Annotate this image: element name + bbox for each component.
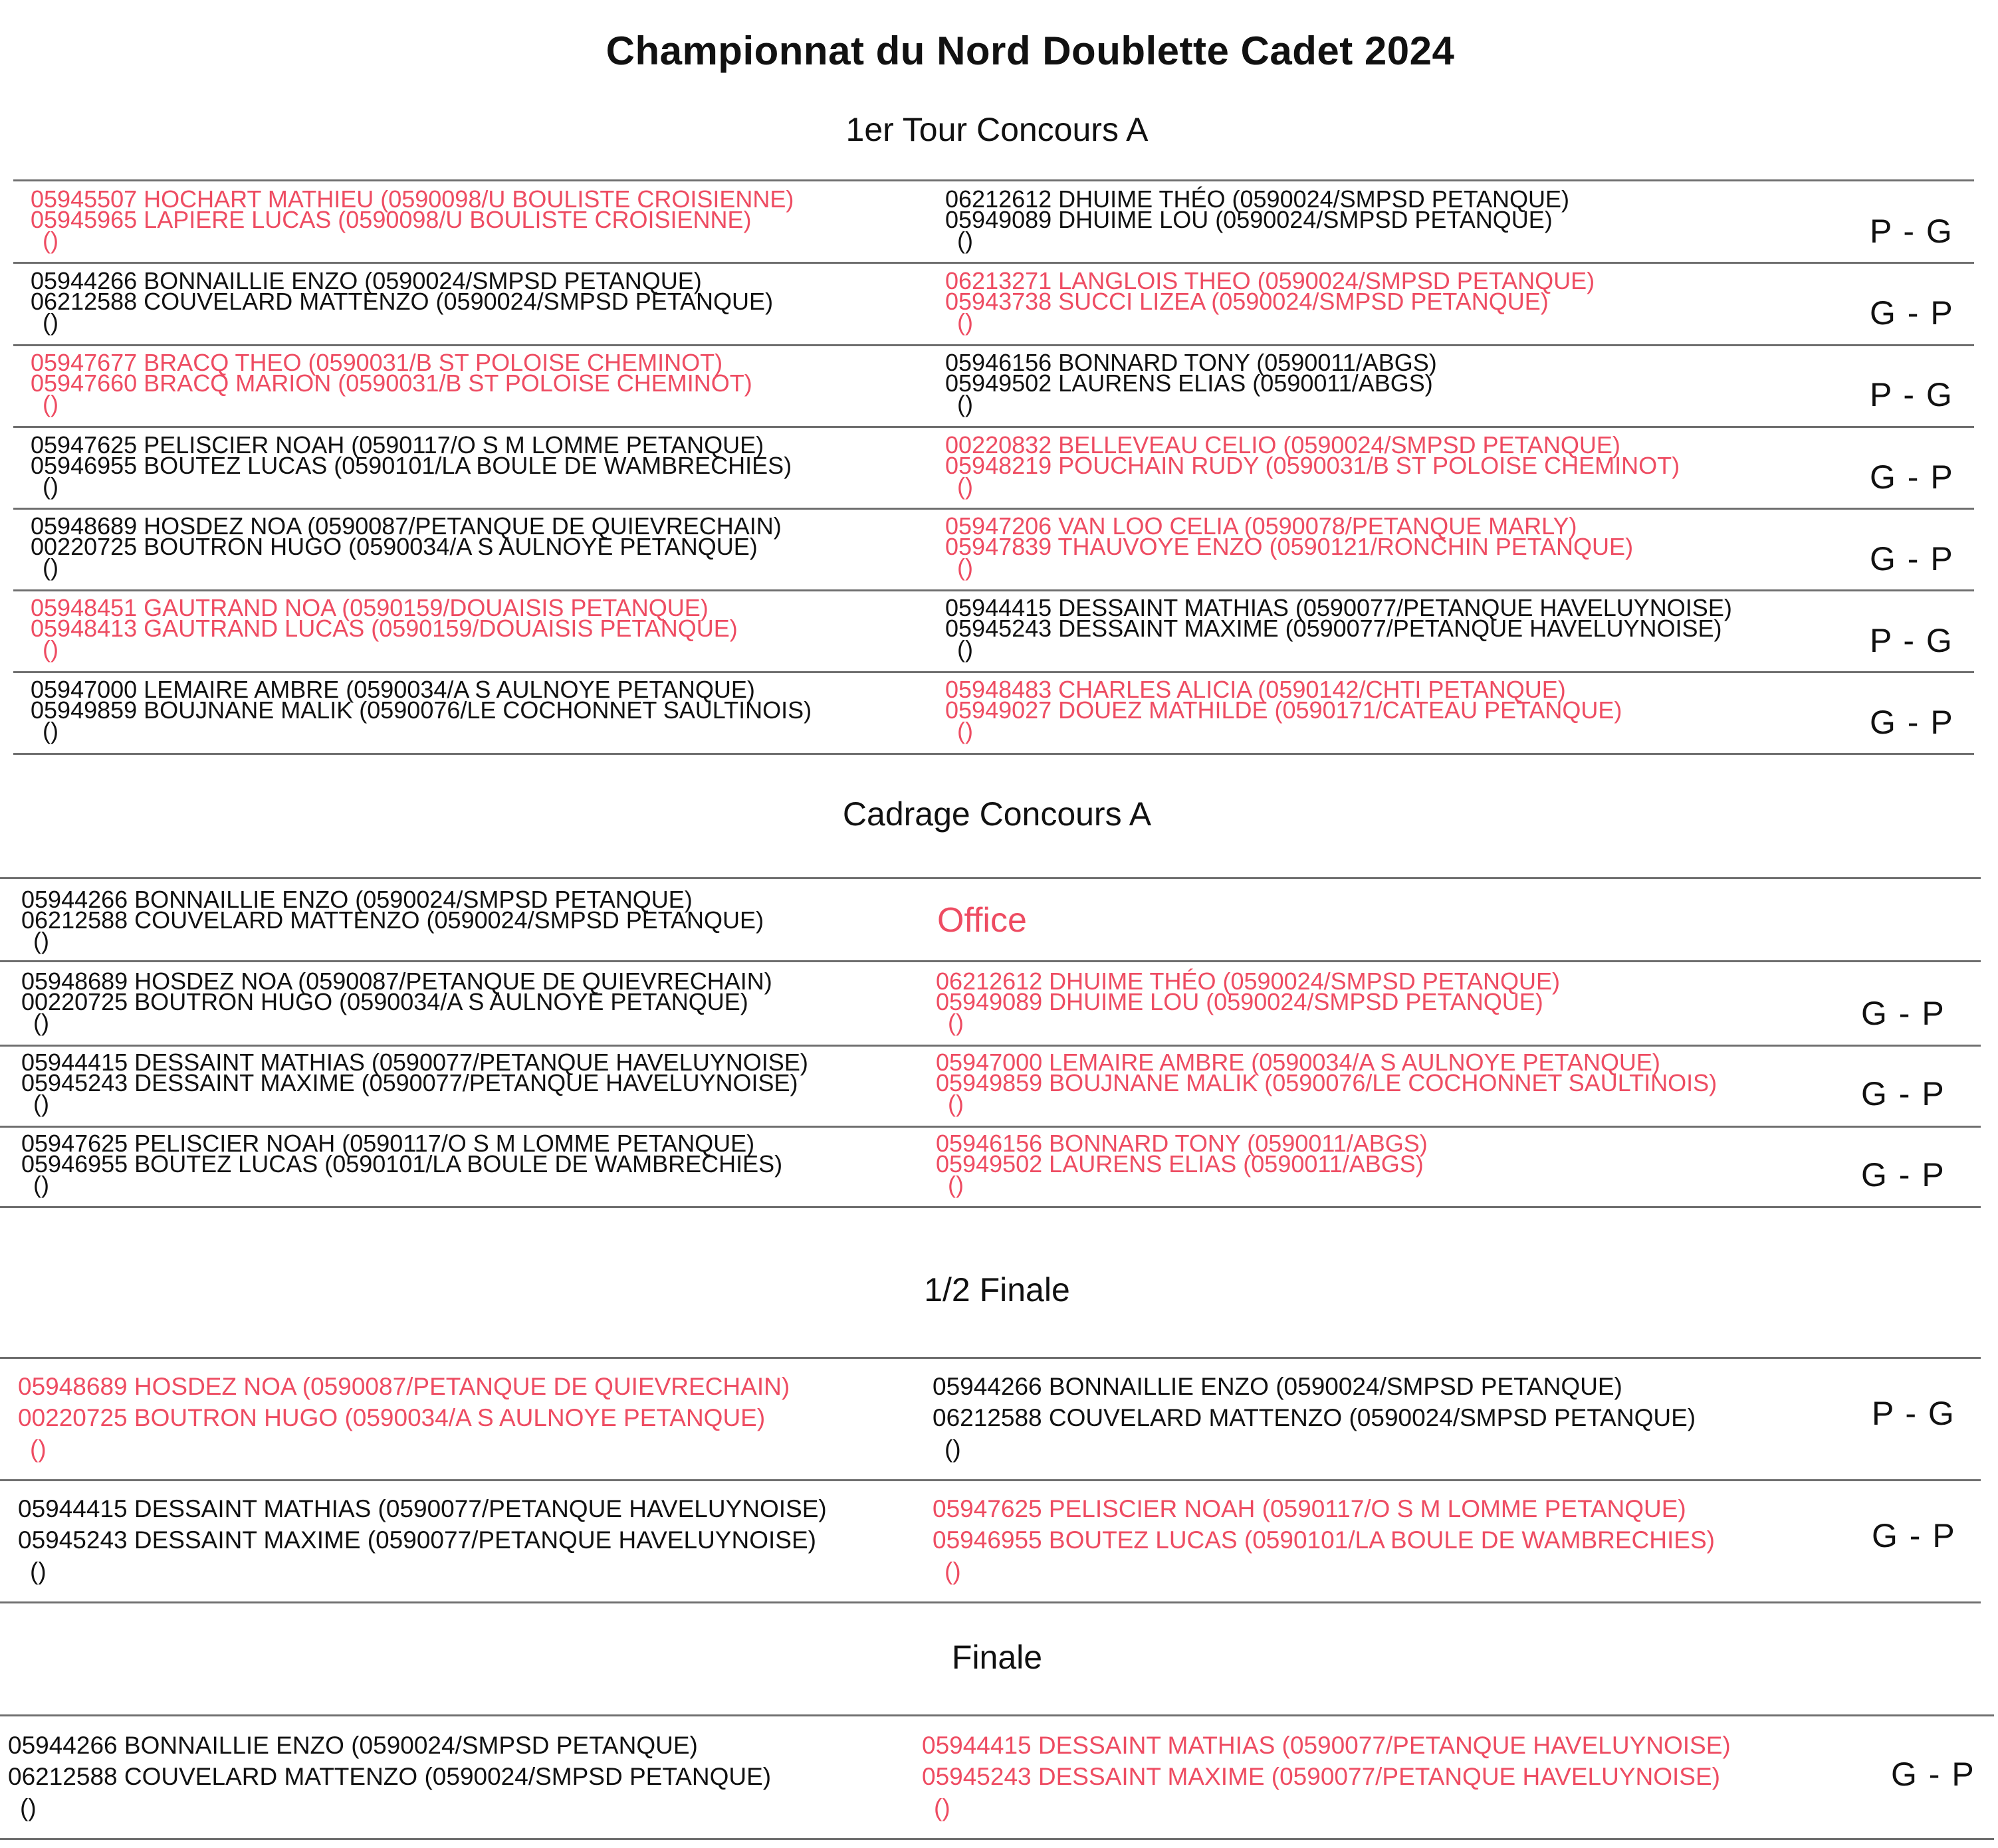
- rule: [13, 671, 1974, 673]
- player-line: 05947625 PELISCIER NOAH (0590117/O S M LOMME PETANQUE): [21, 1130, 755, 1157]
- player-line: 00220725 BOUTRON HUGO (0590034/A S AULNOYE PETANQUE): [18, 1404, 766, 1431]
- player-line: 05944415 DESSAINT MATHIAS (0590077/PETANQUE HAVELUYNOISE): [945, 594, 1732, 621]
- rule: [13, 262, 1974, 264]
- team-extra: (): [33, 1009, 49, 1036]
- player-line: 05947677 BRACQ THEO (0590031/B ST POLOISE CHEMINOT): [31, 349, 723, 376]
- rule: [13, 508, 1974, 510]
- rule: [0, 1357, 1981, 1359]
- player-line: 05949089 DHUIME LOU (0590024/SMPSD PETANQUE): [936, 988, 1543, 1015]
- team-right: [945, 267, 1595, 336]
- team-extra: (): [33, 927, 49, 954]
- rule: [0, 877, 1981, 879]
- player-line: 05945243 DESSAINT MAXIME (0590077/PETANQUE HAVELUYNOISE): [21, 1069, 798, 1096]
- team-right: [933, 1371, 1696, 1465]
- player-line: 05948413 GAUTRAND LUCAS (0590159/DOUAISIS PETANQUE): [31, 615, 738, 642]
- player-line: 05944266 BONNAILLIE ENZO (0590024/SMPSD PETANQUE): [933, 1373, 1622, 1400]
- team-right: [945, 349, 1437, 417]
- team-left: [31, 349, 752, 417]
- player-line: 05947839 THAUVOYE ENZO (0590121/RONCHIN PETANQUE): [945, 533, 1634, 560]
- player-line: 05945243 DESSAINT MAXIME (0590077/PETANQUE HAVELUYNOISE): [922, 1763, 1720, 1790]
- team-extra: (): [957, 635, 973, 663]
- match-result: P - G: [1870, 376, 1953, 413]
- team-right: [945, 431, 1680, 500]
- rule: [13, 753, 1974, 755]
- match-result: G - P: [1870, 704, 1954, 741]
- team-extra: (): [43, 717, 58, 744]
- match-result: G - P: [1870, 540, 1954, 577]
- rule: [0, 1206, 1981, 1208]
- section-title-tour1: 1er Tour Concours A: [845, 111, 1149, 148]
- player-line: 05949027 DOUEZ MATHILDE (0590171/CATEAU PETANQUE): [945, 696, 1622, 724]
- player-line: 00220725 BOUTRON HUGO (0590034/A S AULNOYE PETANQUE): [21, 988, 748, 1015]
- team-extra: (): [957, 390, 973, 417]
- player-line: 05944415 DESSAINT MATHIAS (0590077/PETANQUE HAVELUYNOISE): [18, 1495, 827, 1522]
- rule: [0, 1045, 1981, 1047]
- player-line: 05947000 LEMAIRE AMBRE (0590034/A S AULNOYE PETANQUE): [936, 1049, 1660, 1076]
- player-line: 05949089 DHUIME LOU (0590024/SMPSD PETANQUE): [945, 206, 1553, 233]
- team-left: [21, 968, 772, 1036]
- player-line: 06212612 DHUIME THÉO (0590024/SMPSD PETANQUE): [945, 185, 1570, 213]
- team-left: [8, 1730, 771, 1823]
- team-extra: (): [957, 554, 973, 581]
- match-result: G - P: [1861, 995, 1945, 1032]
- player-line: 05949859 BOUJNANE MALIK (0590076/LE COCHONNET SAULTINOIS): [936, 1069, 1718, 1096]
- player-line: 05944415 DESSAINT MATHIAS (0590077/PETANQUE HAVELUYNOISE): [21, 1049, 808, 1076]
- player-line: 06213271 LANGLOIS THEO (0590024/SMPSD PETANQUE): [945, 267, 1595, 294]
- rule: [0, 1479, 1981, 1481]
- team-extra: (): [43, 472, 58, 500]
- team-right: [936, 1049, 1718, 1117]
- player-line: 05947206 VAN LOO CELIA (0590078/PETANQUE MARLY): [945, 512, 1577, 540]
- player-line: 05948689 HOSDEZ NOA (0590087/PETANQUE DE QUIEVRECHAIN): [31, 512, 782, 540]
- player-line: 05947660 BRACQ MARION (0590031/B ST POLOISE CHEMINOT): [31, 369, 752, 397]
- team-bye: [21, 886, 764, 954]
- team-left: [21, 1049, 808, 1117]
- team-extra: (): [43, 227, 58, 254]
- team-extra: (): [957, 227, 973, 254]
- section-title-semi: 1/2 Finale: [924, 1271, 1070, 1308]
- player-line: 05945243 DESSAINT MAXIME (0590077/PETANQUE HAVELUYNOISE): [945, 615, 1722, 642]
- team-left: [31, 594, 738, 663]
- player-line: 05948219 POUCHAIN RUDY (0590031/B ST POLOISE CHEMINOT): [945, 452, 1680, 479]
- team-extra: (): [30, 1435, 47, 1463]
- rule: [13, 426, 1974, 428]
- player-line: 05949859 BOUJNANE MALIK (0590076/LE COCHONNET SAULTINOIS): [31, 696, 812, 724]
- player-line: 05949502 LAURENS ELIAS (0590011/ABGS): [945, 369, 1433, 397]
- player-line: 06212612 DHUIME THÉO (0590024/SMPSD PETANQUE): [936, 968, 1561, 995]
- team-extra: (): [948, 1171, 964, 1198]
- match-result: G - P: [1861, 1075, 1945, 1112]
- player-line: 05944266 BONNAILLIE ENZO (0590024/SMPSD PETANQUE): [31, 267, 702, 294]
- player-line: 06212588 COUVELARD MATTENZO (0590024/SMPSD PETANQUE): [21, 906, 764, 934]
- team-left: [21, 1130, 783, 1198]
- match-result: G - P: [1872, 1517, 1956, 1554]
- player-line: 05948483 CHARLES ALICIA (0590142/CHTI PETANQUE): [945, 676, 1566, 703]
- player-line: 05948451 GAUTRAND NOA (0590159/DOUAISIS PETANQUE): [31, 594, 709, 621]
- player-line: 05947000 LEMAIRE AMBRE (0590034/A S AULNOYE PETANQUE): [31, 676, 755, 703]
- player-line: 05948689 HOSDEZ NOA (0590087/PETANQUE DE QUIEVRECHAIN): [21, 968, 772, 995]
- match-result: P - G: [1870, 213, 1953, 250]
- team-extra: (): [33, 1090, 49, 1117]
- match-result: G - P: [1870, 459, 1954, 496]
- team-left: [18, 1493, 827, 1587]
- team-extra: (): [948, 1009, 964, 1036]
- match-result: G - P: [1861, 1156, 1945, 1193]
- match-result: P - G: [1872, 1395, 1955, 1432]
- rule: [13, 589, 1974, 591]
- team-left: [31, 185, 794, 254]
- team-extra: (): [30, 1558, 47, 1585]
- player-line: 05945243 DESSAINT MAXIME (0590077/PETANQUE HAVELUYNOISE): [18, 1526, 816, 1554]
- team-right: [936, 1130, 1428, 1198]
- rule: [13, 179, 1974, 181]
- team-left: [31, 676, 812, 744]
- player-line: 05946955 BOUTEZ LUCAS (0590101/LA BOULE DE WAMBRECHIES): [31, 452, 792, 479]
- player-line: 05944415 DESSAINT MATHIAS (0590077/PETANQUE HAVELUYNOISE): [922, 1732, 1731, 1759]
- team-extra: (): [948, 1090, 964, 1117]
- team-extra: (): [20, 1794, 37, 1821]
- player-line: 05946156 BONNARD TONY (0590011/ABGS): [936, 1130, 1428, 1157]
- team-extra: (): [33, 1171, 49, 1198]
- player-line: 05949502 LAURENS ELIAS (0590011/ABGS): [936, 1150, 1424, 1178]
- team-extra: (): [43, 390, 58, 417]
- document-title: Championnat du Nord Doublette Cadet 2024: [606, 29, 1455, 73]
- player-line: 06212588 COUVELARD MATTENZO (0590024/SMPSD PETANQUE): [31, 288, 774, 315]
- team-extra: (): [43, 554, 58, 581]
- player-line: 05945965 LAPIERE LUCAS (0590098/U BOULISTE CROISIENNE): [31, 206, 752, 233]
- rule: [0, 1126, 1981, 1128]
- team-right: [936, 968, 1561, 1036]
- rule: [0, 960, 1981, 962]
- player-line: 05946955 BOUTEZ LUCAS (0590101/LA BOULE DE WAMBRECHIES): [933, 1526, 1715, 1554]
- team-extra: (): [43, 308, 58, 336]
- rule: [0, 1838, 1994, 1840]
- rule: [13, 344, 1974, 346]
- player-line: 05948689 HOSDEZ NOA (0590087/PETANQUE DE QUIEVRECHAIN): [18, 1373, 790, 1400]
- team-right: [945, 185, 1570, 254]
- player-line: 05946955 BOUTEZ LUCAS (0590101/LA BOULE DE WAMBRECHIES): [21, 1150, 783, 1178]
- player-line: 06212588 COUVELARD MATTENZO (0590024/SMPSD PETANQUE): [8, 1763, 772, 1790]
- section-title-cadrage: Cadrage Concours A: [842, 795, 1152, 833]
- team-right: [945, 512, 1634, 581]
- rule: [0, 1601, 1981, 1603]
- match-result: P - G: [1870, 622, 1953, 659]
- team-right: [945, 676, 1622, 744]
- match-result: G - P: [1870, 294, 1954, 332]
- player-line: 05945507 HOCHART MATHIEU (0590098/U BOULISTE CROISIENNE): [31, 185, 794, 213]
- match-result: G - P: [1891, 1756, 1975, 1793]
- team-extra: (): [957, 472, 973, 500]
- section-title-final: Finale: [951, 1639, 1043, 1676]
- player-line: 00220832 BELLEVEAU CELIO (0590024/SMPSD PETANQUE): [945, 431, 1620, 459]
- player-line: 05947625 PELISCIER NOAH (0590117/O S M LOMME PETANQUE): [31, 431, 764, 459]
- player-line: 06212588 COUVELARD MATTENZO (0590024/SMPSD PETANQUE): [933, 1404, 1696, 1431]
- player-line: 05944266 BONNAILLIE ENZO (0590024/SMPSD PETANQUE): [21, 886, 693, 913]
- team-extra: (): [944, 1435, 961, 1463]
- player-line: 05947625 PELISCIER NOAH (0590117/O S M LOMME PETANQUE): [933, 1495, 1686, 1522]
- team-right: [945, 594, 1732, 663]
- team-extra: (): [934, 1794, 950, 1821]
- team-extra: (): [43, 635, 58, 663]
- team-extra: (): [957, 717, 973, 744]
- player-line: 05943738 SUCCI LIZEA (0590024/SMPSD PETANQUE): [945, 288, 1549, 315]
- team-extra: (): [944, 1558, 961, 1585]
- player-line: 05944266 BONNAILLIE ENZO (0590024/SMPSD PETANQUE): [8, 1732, 698, 1759]
- player-line: 05946156 BONNARD TONY (0590011/ABGS): [945, 349, 1437, 376]
- team-right: [933, 1493, 1715, 1587]
- team-left: [31, 512, 782, 581]
- player-line: 00220725 BOUTRON HUGO (0590034/A S AULNOYE PETANQUE): [31, 533, 758, 560]
- team-right: [922, 1730, 1731, 1823]
- team-extra: (): [957, 308, 973, 336]
- team-left: [18, 1371, 790, 1465]
- bye-label: Office: [937, 901, 1027, 940]
- team-left: [31, 267, 774, 336]
- rule: [0, 1714, 1994, 1716]
- team-left: [31, 431, 792, 500]
